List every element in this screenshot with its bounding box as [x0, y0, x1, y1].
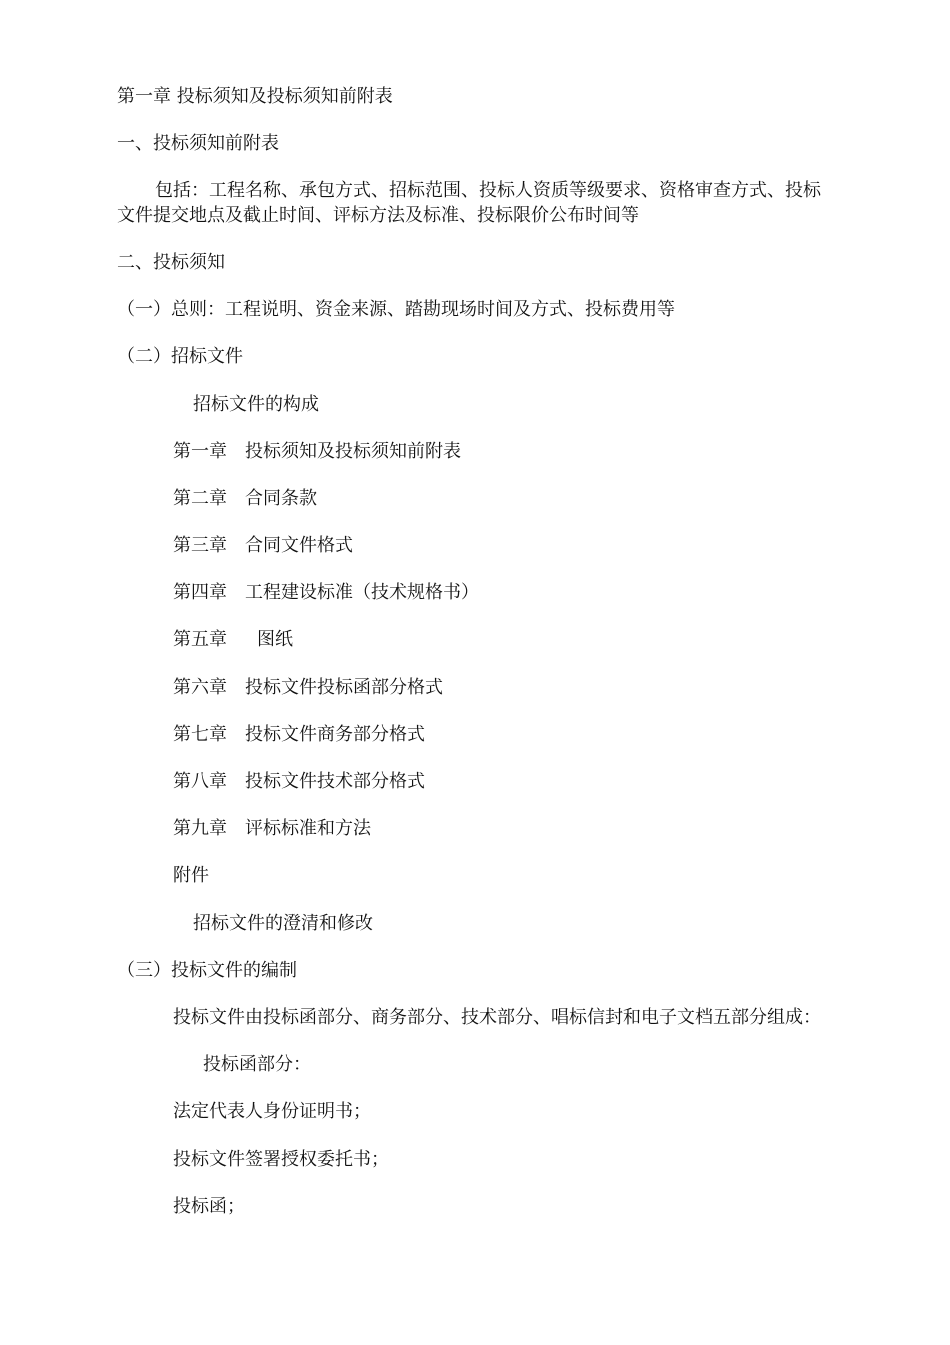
- attachment-label: 附件: [173, 865, 209, 886]
- list-item: 法定代表人身份证明书；: [173, 1101, 371, 1122]
- chapter-list-item: [173, 676, 443, 700]
- chapter-number: 第一章: [173, 441, 227, 462]
- chapter-name: 投标文件投标函部分格式: [245, 677, 443, 698]
- section-1-paragraph-line-1: 包括：工程名称、承包方式、招标范围、投标人资质等级要求、资格审查方式、投标: [155, 180, 821, 201]
- chapter-list-item: [173, 581, 479, 605]
- tender-documents-composition: 招标文件的构成: [193, 394, 319, 415]
- chapter-number: 第五章: [173, 629, 227, 650]
- chapter-number: 第七章: [173, 724, 227, 745]
- chapter-list-item: [173, 723, 425, 747]
- chapter-number: 第六章: [173, 677, 227, 698]
- chapter-name: 合同条款: [245, 488, 317, 509]
- chapter-name: 投标须知及投标须知前附表: [245, 441, 461, 462]
- chapter-number: 第二章: [173, 488, 227, 509]
- subsection-tender-documents: （二）招标文件: [117, 346, 243, 367]
- chapter-list-item: [173, 440, 461, 464]
- chapter-name: 投标文件商务部分格式: [245, 724, 425, 745]
- chapter-list-item: [173, 487, 317, 511]
- section-heading-2: 二、投标须知: [117, 252, 225, 273]
- chapter-list-item: [173, 534, 353, 558]
- chapter-title: 第一章 投标须知及投标须知前附表: [117, 86, 393, 107]
- list-item: 投标函；: [173, 1196, 245, 1217]
- subsection-general: （一）总则：工程说明、资金来源、踏勘现场时间及方式、投标费用等: [117, 299, 675, 320]
- chapter-name: 图纸: [257, 629, 293, 650]
- section-heading-1: 一、投标须知前附表: [117, 133, 279, 154]
- chapter-name: 评标标准和方法: [245, 818, 371, 839]
- subsection-bid-preparation: （三）投标文件的编制: [117, 960, 297, 981]
- chapter-name: 合同文件格式: [245, 535, 353, 556]
- chapter-number: 第四章: [173, 582, 227, 603]
- chapter-list-item: [173, 770, 425, 794]
- chapter-number: 第三章: [173, 535, 227, 556]
- chapter-list-item: [173, 628, 293, 652]
- clarification-heading: 招标文件的澄清和修改: [193, 913, 373, 934]
- list-item: 投标文件签署授权委托书；: [173, 1149, 389, 1170]
- chapter-name: 投标文件技术部分格式: [245, 771, 425, 792]
- bid-composition-description: 投标文件由投标函部分、商务部分、技术部分、唱标信封和电子文档五部分组成：: [173, 1007, 821, 1028]
- chapter-name: 工程建设标准（技术规格书）: [245, 582, 479, 603]
- section-1-paragraph-line-2: 文件提交地点及截止时间、评标方法及标准、投标限价公布时间等: [117, 205, 639, 226]
- chapter-number: 第八章: [173, 771, 227, 792]
- chapter-list-item: [173, 817, 371, 841]
- bid-letter-part-heading: 投标函部分：: [203, 1054, 311, 1075]
- chapter-number: 第九章: [173, 818, 227, 839]
